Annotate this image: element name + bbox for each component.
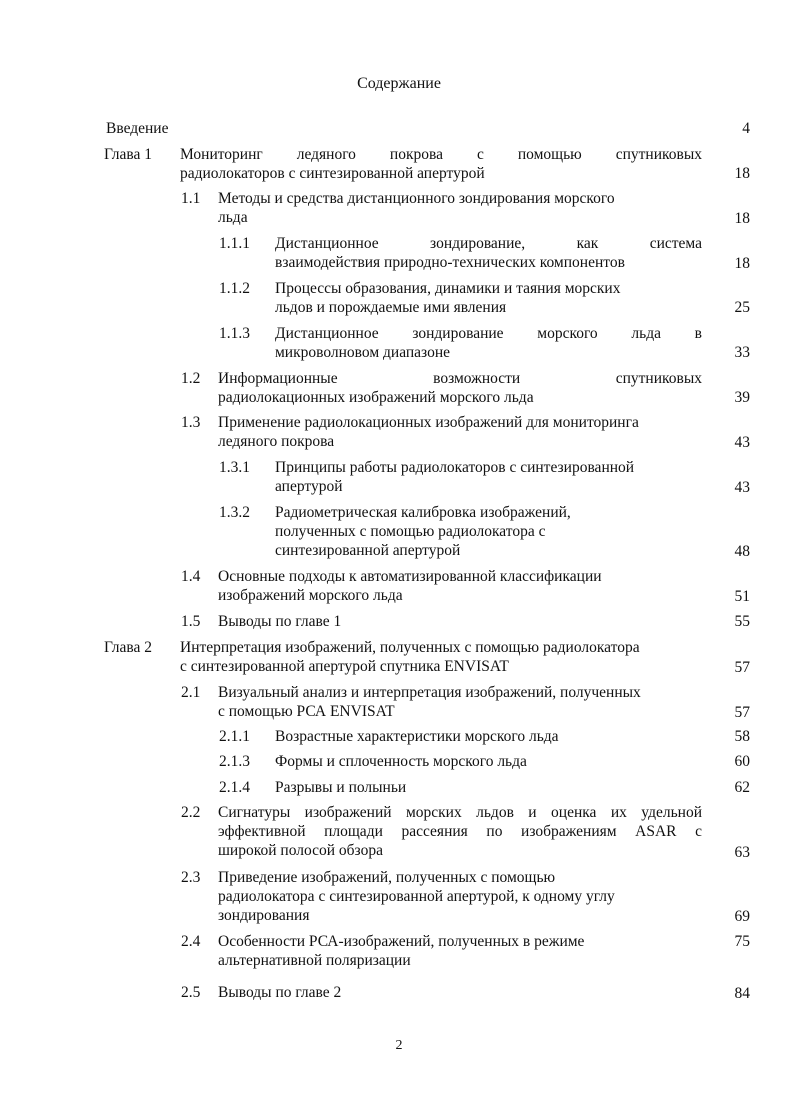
entry-line: Сигнатуры изображений морских льдов и оценка их удельной bbox=[218, 804, 702, 821]
entry-page: 58 bbox=[734, 728, 750, 745]
entry-line: Основные подходы к автоматизированной классификации bbox=[218, 568, 602, 585]
entry-text bbox=[218, 868, 702, 925]
entry-line: апертурой bbox=[275, 478, 343, 495]
entry-number: 2.1.4 bbox=[219, 779, 250, 796]
entry-line: Выводы по главе 1 bbox=[218, 613, 342, 630]
entry-text bbox=[218, 932, 702, 970]
entry-line: Разрывы и полыньи bbox=[275, 779, 407, 796]
entry-number: Глава 1 bbox=[104, 146, 153, 163]
entry-number: 1.3.2 bbox=[219, 504, 250, 521]
entry-page: 84 bbox=[734, 985, 750, 1002]
entry-line: Информационные возможности спутниковых bbox=[218, 370, 702, 387]
entry-text bbox=[218, 612, 702, 631]
entry-text bbox=[218, 983, 702, 1002]
entry-line: Приведение изображений, полученных с помощью bbox=[218, 869, 556, 886]
entry-line: альтернативной поляризации bbox=[218, 952, 411, 969]
entry-page: 75 bbox=[734, 933, 750, 950]
entry-page: 33 bbox=[734, 344, 750, 361]
entry-text bbox=[275, 234, 702, 272]
entry-page: 51 bbox=[734, 588, 750, 605]
entry-page: 55 bbox=[734, 613, 750, 630]
entry-number: 1.1.2 bbox=[219, 280, 250, 297]
entry-text bbox=[218, 189, 702, 227]
entry-number: 1.4 bbox=[181, 568, 201, 585]
entry-number: 1.5 bbox=[181, 613, 201, 630]
entry-line: Формы и сплоченность морского льда bbox=[275, 753, 527, 770]
entry-page: 62 bbox=[734, 779, 750, 796]
entry-number: 1.1.1 bbox=[219, 235, 250, 252]
entry-number: 1.2 bbox=[181, 370, 201, 387]
entry-line: Визуальный анализ и интерпретация изображений, полученных bbox=[218, 684, 641, 701]
entry-text bbox=[218, 683, 702, 721]
entry-line: Дистанционное зондирование морского льда в bbox=[275, 325, 702, 342]
entry-line: Методы и средства дистанционного зондирования морского bbox=[218, 190, 615, 207]
entry-line: Выводы по главе 2 bbox=[218, 984, 342, 1001]
entry-line: Возрастные характеристики морского льда bbox=[275, 728, 559, 745]
entry-text bbox=[275, 324, 702, 362]
entry-line: льда bbox=[218, 209, 248, 226]
entry-text bbox=[218, 369, 702, 407]
entry-line: изображений морского льда bbox=[218, 587, 403, 604]
entry-line: радиолокационных изображений морского льда bbox=[218, 389, 534, 406]
entry-page: 18 bbox=[734, 210, 750, 227]
entry-text bbox=[275, 503, 702, 560]
entry-page: 57 bbox=[734, 659, 750, 676]
entry-number: 1.3 bbox=[181, 414, 201, 431]
entry-text bbox=[275, 752, 702, 771]
entry-line: Интерпретация изображений, полученных с помощью радиолокатора bbox=[180, 639, 640, 656]
entry-page: 25 bbox=[734, 299, 750, 316]
page-number: 2 bbox=[395, 1038, 403, 1053]
entry-text bbox=[275, 279, 702, 317]
entry-text bbox=[275, 778, 702, 797]
entry-line: радиолокаторов с синтезированной апертурой bbox=[180, 165, 485, 182]
entry-line: Принципы работы радиолокаторов с синтезированной bbox=[275, 459, 635, 476]
entry-page: 39 bbox=[734, 389, 750, 406]
entry-line: полученных с помощью радиолокатора с bbox=[275, 523, 546, 540]
entry-number: Глава 2 bbox=[104, 639, 153, 656]
entry-page: 43 bbox=[734, 434, 750, 451]
entry-text bbox=[275, 727, 702, 746]
entry-page: 4 bbox=[742, 120, 750, 137]
entry-line: эффективной площади рассеяния по изображениям ASAR с bbox=[218, 823, 702, 840]
entry-line: радиолокатора с синтезированной апертурой, к одному углу bbox=[218, 888, 615, 905]
entry-line: Радиометрическая калибровка изображений, bbox=[275, 504, 571, 521]
entry-page: 43 bbox=[734, 479, 750, 496]
entry-number: 1.3.1 bbox=[219, 459, 250, 476]
entry-number: 2.3 bbox=[181, 869, 201, 886]
entry-line: Процессы образования, динамики и таяния морских bbox=[275, 280, 621, 297]
entry-page: 57 bbox=[734, 704, 750, 721]
entry-page: 69 bbox=[734, 908, 750, 925]
entry-number: 2.1 bbox=[181, 684, 201, 701]
entry-page: 60 bbox=[734, 753, 750, 770]
entry-page: 18 bbox=[734, 165, 750, 182]
page-title: Содержание bbox=[357, 75, 441, 92]
entry-number: 2.2 bbox=[181, 804, 201, 821]
entry-number: 1.1.3 bbox=[219, 325, 250, 342]
entry-page: 48 bbox=[734, 543, 750, 560]
entry-number: 2.5 bbox=[181, 984, 201, 1001]
entry-line: микроволновом диапазоне bbox=[275, 344, 451, 361]
entry-number: 2.1.1 bbox=[219, 728, 250, 745]
entry-text bbox=[275, 458, 702, 496]
entry-number: 2.1.3 bbox=[219, 753, 250, 770]
entry-line: Мониторинг ледяного покрова с помощью спутниковых bbox=[180, 146, 702, 163]
entry-line: с синтезированной апертурой спутника ENVISAT bbox=[180, 658, 509, 675]
entry-text bbox=[180, 145, 702, 183]
entry-number: Введение bbox=[106, 120, 169, 137]
entry-line: широкой полосой обзора bbox=[218, 842, 383, 859]
entry-text bbox=[218, 413, 702, 451]
entry-line: Применение радиолокационных изображений для мониторинга bbox=[218, 414, 639, 431]
entry-text bbox=[180, 638, 702, 676]
entry-page: 18 bbox=[734, 255, 750, 272]
entry-line: льдов и порождаемые ими явления bbox=[275, 299, 507, 316]
entry-line: с помощью РСА ENVISAT bbox=[218, 703, 395, 720]
entry-page: 63 bbox=[734, 844, 750, 861]
entry-number: 2.4 bbox=[181, 933, 201, 950]
entry-text bbox=[218, 803, 702, 860]
entry-number: 1.1 bbox=[181, 190, 201, 207]
entry-line: Дистанционное зондирование, как система bbox=[275, 235, 702, 252]
entry-line: зондирования bbox=[218, 907, 310, 924]
entry-line: ледяного покрова bbox=[218, 433, 335, 450]
entry-text bbox=[218, 567, 702, 605]
entry-line: взаимодействия природно-технических компонентов bbox=[275, 254, 625, 271]
entry-line: синтезированной апертурой bbox=[275, 542, 461, 559]
entry-line: Особенности РСА-изображений, полученных в режиме bbox=[218, 933, 585, 950]
